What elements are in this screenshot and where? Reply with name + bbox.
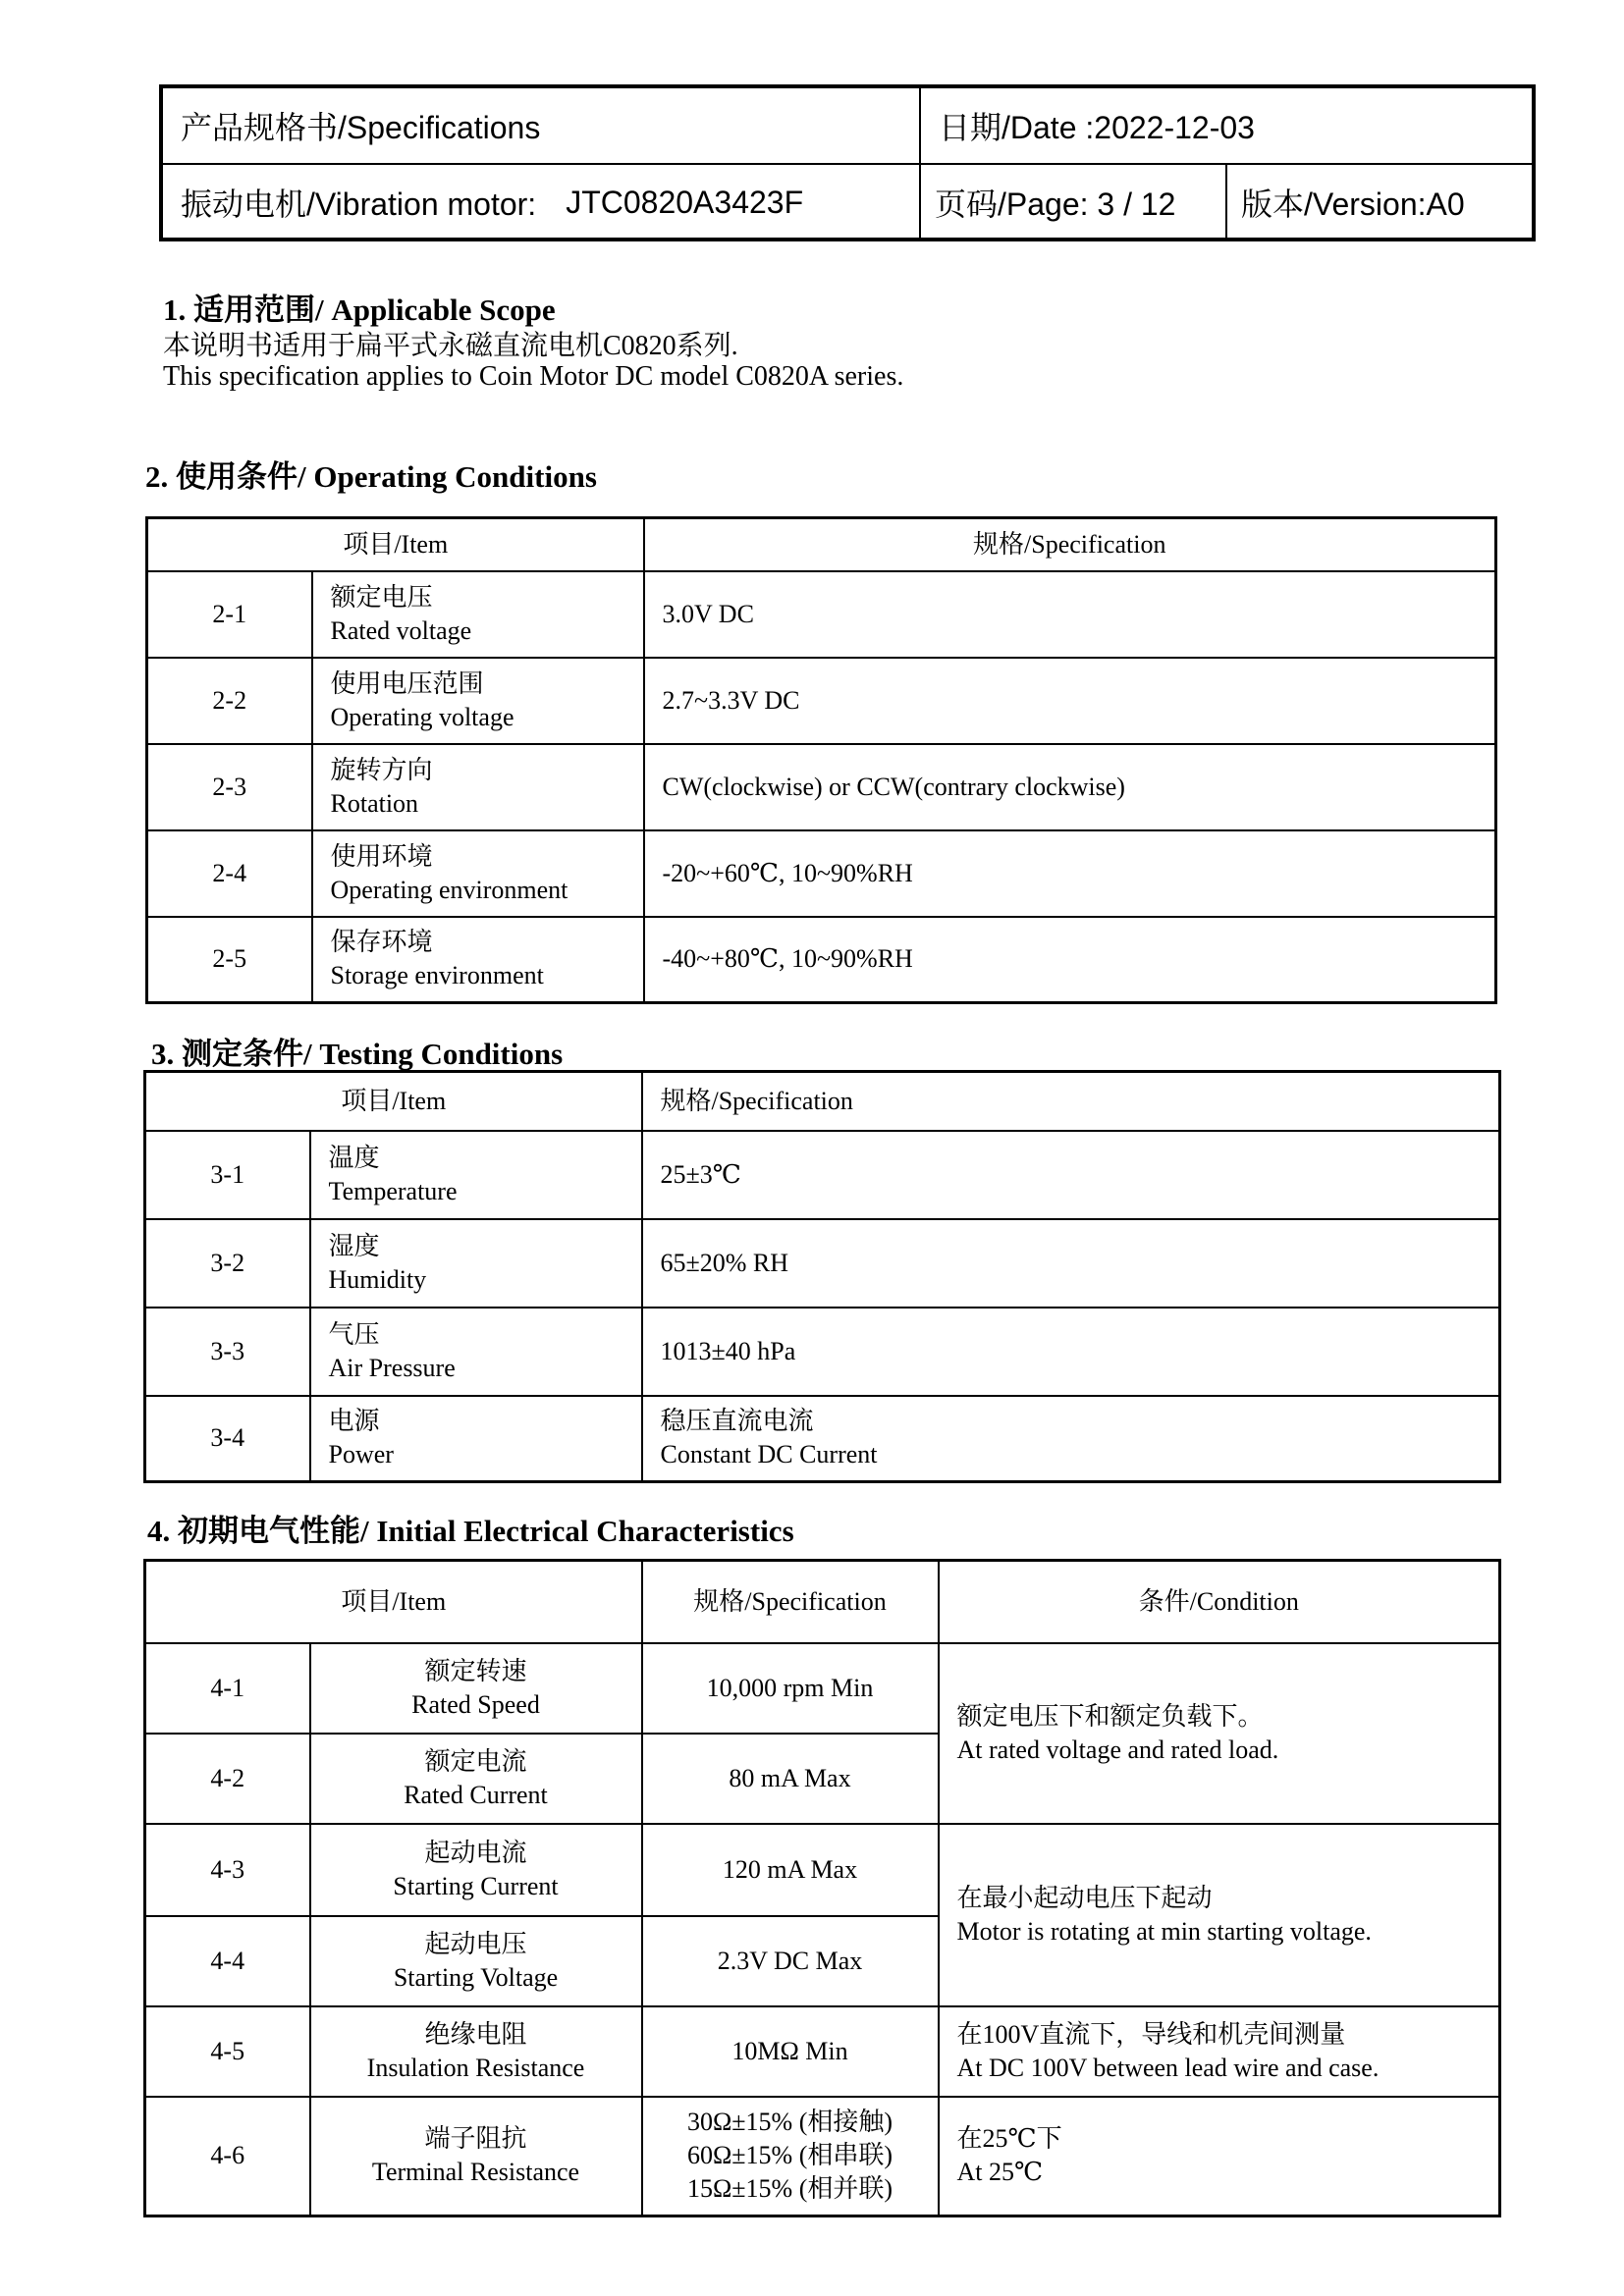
item-name-cn: 气压 [328, 1319, 380, 1349]
testing-conditions-table [143, 1070, 1501, 1483]
spec-value-line-2: 60Ω±15% (相串联) [686, 2141, 893, 2170]
spec-value: 10MΩ Min [642, 2006, 939, 2097]
condition-en: At rated voltage and rated load. [956, 1735, 1279, 1764]
table-row [147, 917, 1496, 1003]
row-number: 4-4 [145, 1916, 310, 2006]
condition-cn: 在100V直流下，导线和机壳间测量 [956, 2019, 1346, 2049]
spec-value: 25±3℃ [642, 1131, 1500, 1219]
col-spec-header: 规格/Specification [644, 518, 1496, 571]
document-header [159, 84, 1536, 241]
spec-value: 2.3V DC Max [642, 1916, 939, 2006]
item-name-en: Operating voltage [330, 702, 514, 731]
condition-cn: 额定电压下和额定负载下。 [956, 1701, 1264, 1731]
condition-cn: 在25℃下 [956, 2124, 1062, 2154]
item-name [310, 1734, 642, 1824]
product-model: JTC0820A3423F [566, 184, 804, 220]
spec-value: 65±20% RH [642, 1219, 1500, 1308]
spec-value-line-1: 30Ω±15% (相接触) [686, 2108, 893, 2137]
item-name-cn: 温度 [328, 1143, 380, 1172]
item-name-cn: 保存环境 [330, 928, 433, 957]
item-name-en: Rated voltage [330, 615, 472, 645]
item-name-en: Insulation Resistance [366, 2053, 585, 2082]
section-2-heading: 2. 使用条件/ Operating Conditions [145, 459, 597, 494]
condition-en: At 25℃ [956, 2158, 1044, 2187]
table-header-row [145, 1072, 1500, 1131]
condition-cell [939, 2006, 1500, 2097]
row-number: 2-3 [147, 744, 312, 830]
spec-value-line-3: 15Ω±15% (相并联) [686, 2174, 893, 2204]
item-name-cn: 额定转速 [424, 1656, 527, 1685]
item-name [310, 2006, 642, 2097]
product-label: 振动电机/Vibration motor: [181, 187, 537, 222]
item-name-cn: 旋转方向 [330, 755, 433, 784]
item-name [310, 1824, 642, 1916]
row-number: 4-3 [145, 1824, 310, 1916]
item-name [310, 1131, 642, 1219]
spec-value: 3.0V DC [644, 571, 1496, 658]
item-name [310, 1396, 642, 1482]
item-name [310, 1643, 642, 1734]
section-4-heading: 4. 初期电气性能/ Initial Electrical Characteristics [147, 1514, 794, 1548]
col-spec-header: 规格/Specification [642, 1561, 939, 1643]
item-name-cn: 端子阻抗 [424, 2124, 527, 2154]
row-number: 4-1 [145, 1643, 310, 1734]
condition-cell [939, 1643, 1500, 1824]
item-name-cn: 湿度 [328, 1231, 380, 1260]
scope-text-en: This specification applies to Coin Motor DC model C0820A series. [163, 361, 904, 392]
item-name-cn: 额定电压 [330, 582, 433, 612]
electrical-characteristics-table [143, 1559, 1501, 2217]
condition-cn: 在最小起动电压下起动 [956, 1883, 1213, 1912]
spec-value-cn: 稳压直流电流 [660, 1407, 814, 1436]
item-name-en: Humidity [328, 1264, 427, 1294]
spec-value: 80 mA Max [642, 1734, 939, 1824]
item-name-en: Starting Current [393, 1871, 559, 1900]
table-row [147, 658, 1496, 744]
col-item-header: 项目/Item [147, 518, 644, 571]
item-name [312, 744, 644, 830]
table-row [145, 1308, 1500, 1396]
table-row [147, 571, 1496, 658]
item-name [312, 830, 644, 917]
section-1-heading: 1. 适用范围/ Applicable Scope [163, 293, 556, 327]
table-row [145, 1396, 1500, 1482]
item-name [310, 1219, 642, 1308]
spec-value: -20~+60℃, 10~90%RH [644, 830, 1496, 917]
item-name-cn: 使用电压范围 [330, 668, 484, 698]
col-item-header: 项目/Item [145, 1561, 642, 1643]
item-name-en: Rated Speed [411, 1689, 540, 1719]
doc-date: 日期/Date :2022-12-03 [939, 110, 1255, 145]
item-name [310, 2097, 642, 2216]
condition-cell [939, 1824, 1500, 2006]
spec-value [642, 2097, 939, 2216]
page-number: 页码/Page: 3 / 12 [935, 187, 1176, 222]
row-number: 2-1 [147, 571, 312, 658]
spec-value: 2.7~3.3V DC [644, 658, 1496, 744]
condition-en: At DC 100V between lead wire and case. [956, 2053, 1380, 2082]
row-number: 3-3 [145, 1308, 310, 1396]
item-name-cn: 起动电流 [424, 1838, 527, 1867]
table-row [145, 1643, 1500, 1734]
table-header-row [147, 518, 1496, 571]
condition-en: Motor is rotating at min starting voltage. [956, 1916, 1372, 1946]
doc-version: 版本/Version:A0 [1241, 187, 1465, 222]
table-row [145, 2006, 1500, 2097]
table-row [145, 1824, 1500, 1916]
table-row [147, 830, 1496, 917]
item-name-cn: 额定电流 [424, 1746, 527, 1776]
item-name [310, 1916, 642, 2006]
spec-value: 120 mA Max [642, 1824, 939, 1916]
operating-conditions-table [145, 516, 1497, 1004]
item-name-en: Temperature [328, 1176, 458, 1205]
row-number: 2-5 [147, 917, 312, 1003]
row-number: 4-5 [145, 2006, 310, 2097]
scope-text-cn: 本说明书适用于扁平式永磁直流电机C0820系列. [163, 331, 738, 361]
item-name-en: Rated Current [404, 1780, 548, 1809]
item-name-cn: 电源 [328, 1407, 380, 1436]
spec-title: 产品规格书/Specifications [181, 110, 541, 145]
item-name [310, 1308, 642, 1396]
table-row [145, 1219, 1500, 1308]
item-name-en: Air Pressure [328, 1353, 456, 1382]
table-row [145, 2097, 1500, 2216]
item-name-en: Storage environment [330, 961, 544, 990]
item-name-en: Rotation [330, 788, 419, 818]
row-number: 3-2 [145, 1219, 310, 1308]
table-header-row [145, 1561, 1500, 1643]
item-name [312, 571, 644, 658]
row-number: 2-2 [147, 658, 312, 744]
section-3-heading: 3. 测定条件/ Testing Conditions [151, 1037, 564, 1071]
row-number: 4-6 [145, 2097, 310, 2216]
condition-cell [939, 2097, 1500, 2216]
item-name-en: Power [328, 1440, 394, 1469]
item-name [312, 658, 644, 744]
table-row [145, 1131, 1500, 1219]
col-condition-header: 条件/Condition [939, 1561, 1500, 1643]
col-item-header: 项目/Item [145, 1072, 642, 1131]
row-number: 4-2 [145, 1734, 310, 1824]
product-name [163, 165, 919, 240]
item-name [312, 917, 644, 1003]
item-name-cn: 使用环境 [330, 841, 433, 871]
spec-value: -40~+80℃, 10~90%RH [644, 917, 1496, 1003]
col-spec-header: 规格/Specification [642, 1072, 1500, 1131]
table-row [147, 744, 1496, 830]
item-name-en: Terminal Resistance [371, 2158, 580, 2187]
item-name-cn: 起动电压 [424, 1929, 527, 1958]
spec-value: CW(clockwise) or CCW(contrary clockwise) [644, 744, 1496, 830]
spec-value-en: Constant DC Current [660, 1440, 878, 1469]
row-number: 2-4 [147, 830, 312, 917]
spec-value [642, 1396, 1500, 1482]
item-name-cn: 绝缘电阻 [424, 2019, 527, 2049]
item-name-en: Operating environment [330, 875, 568, 904]
spec-value: 1013±40 hPa [642, 1308, 1500, 1396]
row-number: 3-4 [145, 1396, 310, 1482]
row-number: 3-1 [145, 1131, 310, 1219]
spec-value: 10,000 rpm Min [642, 1643, 939, 1734]
item-name-en: Starting Voltage [393, 1962, 559, 1992]
